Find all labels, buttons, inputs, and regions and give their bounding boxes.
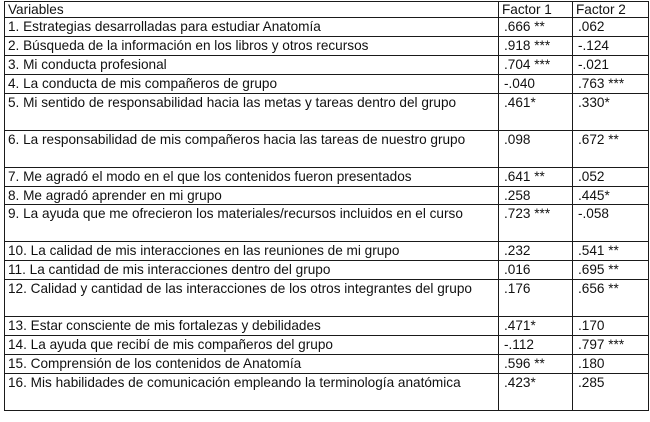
table-row bbox=[5, 280, 649, 317]
factor-1-cell: .423* bbox=[499, 374, 573, 411]
factor-2-cell: .062 bbox=[573, 18, 649, 37]
factor-2-cell: .285 bbox=[573, 374, 649, 411]
variable-cell: 4. La conducta de mis compañeros de grupo bbox=[5, 75, 499, 94]
variable-cell: 5. Mi sentido de responsabilidad hacia las metas y tareas dentro del grupo bbox=[5, 94, 499, 131]
factor-1-cell: .641 ** bbox=[499, 168, 573, 187]
table-row bbox=[5, 168, 649, 187]
factor-loadings-table bbox=[4, 1, 649, 411]
variable-cell: 11. La cantidad de mis interacciones dentro del grupo bbox=[5, 261, 499, 280]
table-row bbox=[5, 205, 649, 242]
table-row bbox=[5, 261, 649, 280]
variable-cell: 13. Estar consciente de mis fortalezas y debilidades bbox=[5, 317, 499, 336]
variable-cell: 2. Búsqueda de la información en los libros y otros recursos bbox=[5, 37, 499, 56]
variable-cell: 16. Mis habilidades de comunicación empleando la terminología anatómica bbox=[5, 374, 499, 411]
factor-1-cell: -.040 bbox=[499, 75, 573, 94]
factor-1-cell: .176 bbox=[499, 280, 573, 317]
factor-1-cell: .723 *** bbox=[499, 205, 573, 242]
factor-2-cell: .052 bbox=[573, 168, 649, 187]
factor-2-cell: .445* bbox=[573, 187, 649, 205]
variable-cell: 9. La ayuda que me ofrecieron los materiales/recursos incluidos en el curso bbox=[5, 205, 499, 242]
factor-1-cell: .596 ** bbox=[499, 355, 573, 374]
factor-2-cell: -.058 bbox=[573, 205, 649, 242]
table-row bbox=[5, 187, 649, 205]
table-row bbox=[5, 37, 649, 56]
factor-1-cell: .471* bbox=[499, 317, 573, 336]
variable-cell: 7. Me agradó el modo en el que los contenidos fueron presentados bbox=[5, 168, 499, 187]
factor-2-cell: .672 ** bbox=[573, 131, 649, 168]
factor-2-cell: .180 bbox=[573, 355, 649, 374]
header-factor-2: Factor 2 bbox=[573, 2, 649, 18]
header-row bbox=[5, 2, 649, 18]
variable-cell: 10. La calidad de mis interacciones en las reuniones de mi grupo bbox=[5, 242, 499, 261]
factor-2-cell: .170 bbox=[573, 317, 649, 336]
header-variables: Variables bbox=[5, 2, 499, 18]
factor-2-cell: .656 ** bbox=[573, 280, 649, 317]
variable-cell: 6. La responsabilidad de mis compañeros hacia las tareas de nuestro grupo bbox=[5, 131, 499, 168]
variable-cell: 1. Estrategias desarrolladas para estudiar Anatomía bbox=[5, 18, 499, 37]
table-row bbox=[5, 336, 649, 355]
factor-1-cell: -.112 bbox=[499, 336, 573, 355]
factor-1-cell: .666 ** bbox=[499, 18, 573, 37]
factor-1-cell: .232 bbox=[499, 242, 573, 261]
table-row bbox=[5, 131, 649, 168]
factor-1-cell: .258 bbox=[499, 187, 573, 205]
factor-2-cell: .797 *** bbox=[573, 336, 649, 355]
factor-1-cell: .098 bbox=[499, 131, 573, 168]
factor-2-cell: -.124 bbox=[573, 37, 649, 56]
table-row bbox=[5, 355, 649, 374]
table-row bbox=[5, 374, 649, 411]
factor-2-cell: -.021 bbox=[573, 56, 649, 75]
factor-1-cell: .016 bbox=[499, 261, 573, 280]
table-row bbox=[5, 56, 649, 75]
variable-cell: 12. Calidad y cantidad de las interacciones de los otros integrantes del grupo bbox=[5, 280, 499, 317]
variable-cell: 15. Comprensión de los contenidos de Anatomía bbox=[5, 355, 499, 374]
table-row bbox=[5, 94, 649, 131]
variable-cell: 8. Me agradó aprender en mi grupo bbox=[5, 187, 499, 205]
table-row bbox=[5, 242, 649, 261]
factor-2-cell: .330* bbox=[573, 94, 649, 131]
variable-cell: 3. Mi conducta profesional bbox=[5, 56, 499, 75]
factor-2-cell: .763 *** bbox=[573, 75, 649, 94]
factor-1-cell: .461* bbox=[499, 94, 573, 131]
variable-cell: 14. La ayuda que recibí de mis compañeros del grupo bbox=[5, 336, 499, 355]
table-row bbox=[5, 18, 649, 37]
factor-2-cell: .541 ** bbox=[573, 242, 649, 261]
header-factor-1: Factor 1 bbox=[499, 2, 573, 18]
factor-1-cell: .918 *** bbox=[499, 37, 573, 56]
factor-1-cell: .704 *** bbox=[499, 56, 573, 75]
table-row bbox=[5, 75, 649, 94]
factor-2-cell: .695 ** bbox=[573, 261, 649, 280]
table-row bbox=[5, 317, 649, 336]
